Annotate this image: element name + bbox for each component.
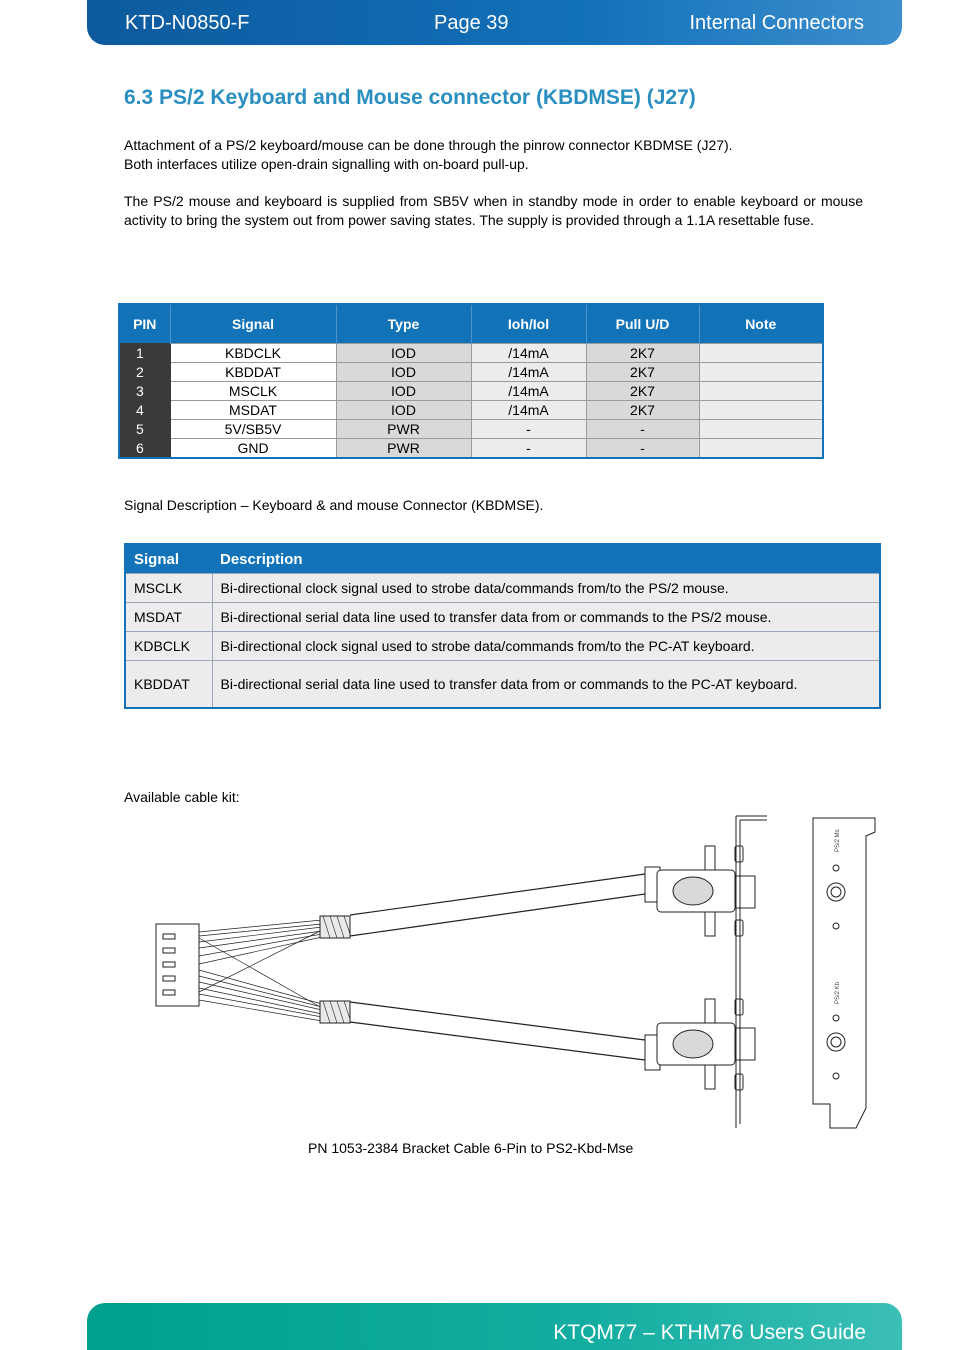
pin-cell: 5: [119, 420, 170, 439]
pin-table: [118, 303, 824, 459]
col-header-description: Description: [212, 544, 880, 574]
signal-cell: 5V/SB5V: [170, 420, 336, 439]
bracket-label-keyboard: PS/2 Kb: [835, 981, 841, 1004]
pin-table-header: [119, 304, 823, 344]
ioh-cell: /14mA: [471, 363, 586, 382]
pull-cell: -: [586, 439, 699, 459]
page-header: [87, 0, 902, 45]
pin-cell: 3: [119, 382, 170, 401]
cable-kit-label: Available cable kit:: [124, 789, 240, 805]
pull-cell: -: [586, 420, 699, 439]
col-header-signal-name: Signal: [125, 544, 212, 574]
col-header-signal: Signal: [170, 304, 336, 344]
type-cell: PWR: [336, 439, 471, 459]
pin-row: [119, 420, 823, 439]
col-header-pin: PIN: [119, 304, 170, 344]
signal-name-cell: MSCLK: [125, 574, 212, 603]
pin-cell: 2: [119, 363, 170, 382]
type-cell: IOD: [336, 401, 471, 420]
guide-title: KTQM77 – KTHM76 Users Guide: [553, 1321, 866, 1344]
signal-description-caption: Signal Description – Keyboard & and mouse Connector (KBDMSE).: [124, 497, 544, 513]
note-cell: [699, 363, 823, 382]
signal-cell: GND: [170, 439, 336, 459]
pin-cell: 1: [119, 344, 170, 363]
type-cell: IOD: [336, 363, 471, 382]
type-cell: IOD: [336, 382, 471, 401]
description-cell: Bi-directional clock signal used to strobe data/commands from/to the PS/2 mouse.: [212, 574, 880, 603]
ioh-cell: -: [471, 439, 586, 459]
pin-cell: 4: [119, 401, 170, 420]
description-cell: Bi-directional serial data line used to transfer data from or commands to the PS/2 mouse.: [212, 603, 880, 632]
description-cell: Bi-directional clock signal used to strobe data/commands from/to the PC-AT keyboard.: [212, 632, 880, 661]
signal-cell: MSDAT: [170, 401, 336, 420]
ioh-cell: /14mA: [471, 382, 586, 401]
signal-description-table: [124, 543, 881, 709]
doc-id: KTD-N0850-F: [125, 12, 250, 34]
intro-paragraph-1: [124, 136, 863, 174]
pull-cell: 2K7: [586, 363, 699, 382]
note-cell: [699, 344, 823, 363]
intro-paragraph-2: The PS/2 mouse and keyboard is supplied from SB5V when in standby mode in order to enable keyboard or mouse activity to bring the system out from power saving states. The supply is provided through a 1.1A resettable fuse.: [124, 193, 863, 228]
pull-cell: 2K7: [586, 344, 699, 363]
signal-row: [125, 632, 880, 661]
pin-cell: 6: [119, 439, 170, 459]
signal-cell: MSCLK: [170, 382, 336, 401]
signal-name-cell: MSDAT: [125, 603, 212, 632]
cable-caption: PN 1053-2384 Bracket Cable 6-Pin to PS2-Kbd-Mse: [308, 1140, 634, 1156]
bracket-label-mouse: PS/2 Ms: [835, 829, 841, 852]
ioh-cell: /14mA: [471, 344, 586, 363]
col-header-ioh-iol: Ioh/Iol: [471, 304, 586, 344]
note-cell: [699, 439, 823, 459]
section-title: 6.3 PS/2 Keyboard and Mouse connector (KBDMSE) (J27): [124, 86, 696, 109]
pin-row: [119, 382, 823, 401]
signal-name-cell: KDBCLK: [125, 632, 212, 661]
pin-row: [119, 363, 823, 382]
pin-row: [119, 439, 823, 459]
bracket-cable-illustration: [150, 812, 890, 1137]
ioh-cell: /14mA: [471, 401, 586, 420]
type-cell: PWR: [336, 420, 471, 439]
intro-line-1: Attachment of a PS/2 keyboard/mouse can be done through the pinrow connector KBDMSE (J27).: [124, 137, 733, 153]
note-cell: [699, 420, 823, 439]
type-cell: IOD: [336, 344, 471, 363]
page-footer: [87, 1303, 902, 1350]
pull-cell: 2K7: [586, 401, 699, 420]
signal-row: [125, 574, 880, 603]
note-cell: [699, 382, 823, 401]
ioh-cell: -: [471, 420, 586, 439]
signal-cell: KBDDAT: [170, 363, 336, 382]
intro-line-2: Both interfaces utilize open-drain signalling with on-board pull-up.: [124, 156, 529, 172]
section-name: Internal Connectors: [689, 12, 864, 34]
description-cell: Bi-directional serial data line used to transfer data from or commands to the PC-AT keyboard.: [212, 661, 880, 709]
pin-row: [119, 344, 823, 363]
col-header-pull: Pull U/D: [586, 304, 699, 344]
col-header-type: Type: [336, 304, 471, 344]
signal-name-cell: KBDDAT: [125, 661, 212, 709]
signal-table-header: [125, 544, 880, 574]
pull-cell: 2K7: [586, 382, 699, 401]
signal-cell: KBDCLK: [170, 344, 336, 363]
page-number: Page 39: [434, 12, 509, 34]
signal-row: [125, 603, 880, 632]
signal-row: [125, 661, 880, 709]
pin-row: [119, 401, 823, 420]
note-cell: [699, 401, 823, 420]
col-header-note: Note: [699, 304, 823, 344]
